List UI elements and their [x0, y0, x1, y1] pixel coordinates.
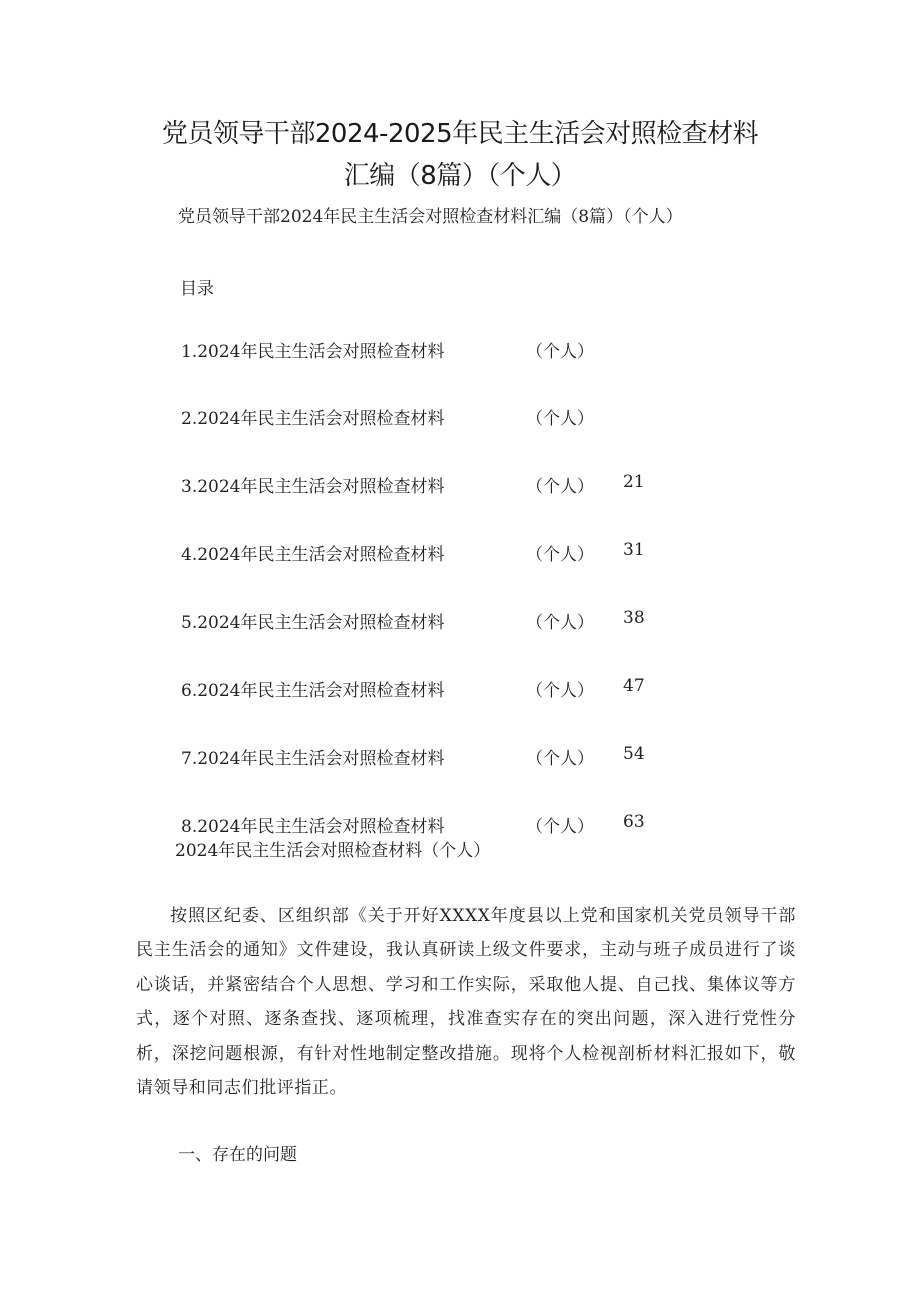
toc-item-tag: （个人）: [526, 749, 594, 769]
toc-item-tag: （个人）: [526, 817, 594, 837]
document-title-line-1: 党员领导干部2024-2025年民主生活会对照检查材料: [161, 119, 759, 149]
toc-item-label: 4.2024年民主生活会对照检查材料: [181, 545, 445, 565]
section-title: 2024年民主生活会对照检查材料（个人）: [175, 841, 491, 861]
toc-heading: 目录: [180, 279, 214, 299]
toc-item-page: 21: [623, 472, 645, 492]
toc-item-page: 38: [623, 608, 645, 628]
toc-item-page: 31: [623, 540, 645, 560]
toc-item-page: 47: [623, 676, 645, 696]
heading-existing-problems: 一、存在的问题: [178, 1145, 297, 1165]
toc-item-tag: （个人）: [526, 613, 594, 633]
toc-item-label: 3.2024年民主生活会对照检查材料: [181, 477, 445, 497]
toc-item-tag: （个人）: [526, 409, 594, 429]
toc-item-label: 1.2024年民主生活会对照检查材料: [181, 342, 445, 362]
toc-item-tag: （个人）: [526, 477, 594, 497]
toc-item-tag: （个人）: [526, 545, 594, 565]
document-title-line-2: 汇编（8篇）（个人）: [343, 161, 577, 191]
toc-item-label: 6.2024年民主生活会对照检查材料: [181, 681, 445, 701]
toc-item-label: 2.2024年民主生活会对照检查材料: [181, 409, 445, 429]
toc-item-label: 8.2024年民主生活会对照检查材料: [181, 817, 445, 837]
body-paragraph: 按照区纪委、区组织部《关于开好XXXX年度县以上党和国家机关党员领导干部民主生活会的通知》文件建设，我认真研读上级文件要求，主动与班子成员进行了谈心谈话，并紧密结合个人思想、学习和工作实际，采取他人提、自己找、集体议等方式，逐个对照、逐条查找、逐项梳理，找准查实存在的突出问题，深入进行党性分析，深挖问题根源，有针对性地制定整改措施。现将个人检视剖析材料汇报如下，敬请领导和同志们批评指正。: [136, 906, 796, 1099]
toc-item-tag: （个人）: [526, 342, 594, 362]
toc-item-label: 7.2024年民主生活会对照检查材料: [181, 749, 445, 769]
toc-item-page: 54: [623, 744, 645, 764]
toc-item-tag: （个人）: [526, 681, 594, 701]
toc-item-label: 5.2024年民主生活会对照检查材料: [181, 613, 445, 633]
toc-item-page: 63: [623, 812, 645, 832]
document-subtitle: 党员领导干部2024年民主生活会对照检查材料汇编（8篇）（个人）: [178, 207, 683, 227]
